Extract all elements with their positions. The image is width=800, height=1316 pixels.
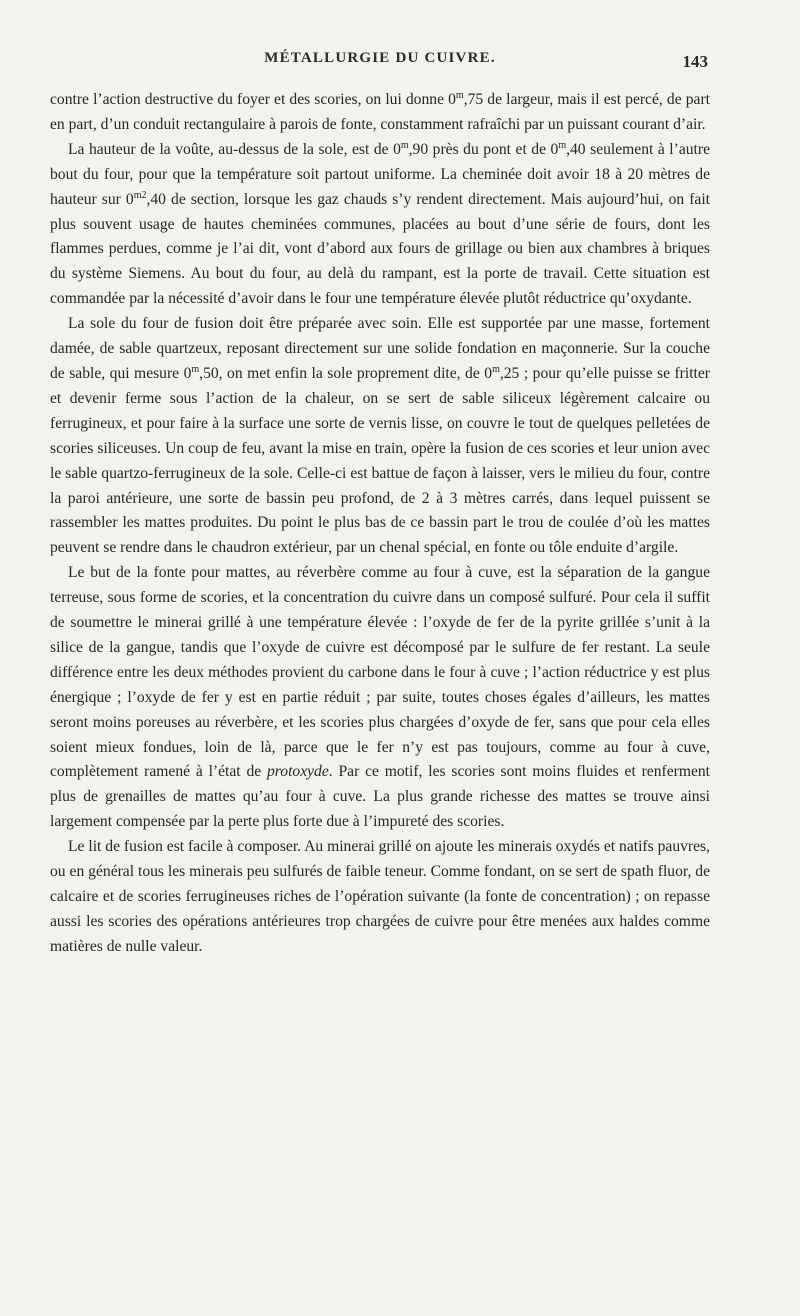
text-run: ,40 seulement à l’autre bout du four, pour que la température soit partout uniforme. La cheminée doit avoir 18 à 20 mètres de hauteur sur 0	[50, 140, 710, 208]
paragraph-5	[50, 835, 710, 960]
unit-superscript: m	[400, 139, 409, 151]
text-run: La sole du four de fusion doit être préparée avec soin. Elle est supportée par une masse, fortement damée, de sable quartzeux, reposant directement sur une solide fondation en maçonnerie. Sur la couche de sable, qui mesure 0	[50, 315, 710, 382]
text-run: ,50, on met enfin la sole proprement dite, de 0	[199, 364, 493, 382]
text-run: ,25 ; pour qu’elle puisse se fritter et devenir ferme sous l’action de la chaleur, on se sert de sable siliceux légèrement calcaire ou ferrugineux, et pour faire à la surface une sorte de vernis lisse, on couvre le tout de quelques pelletées de scories siliceuses. Un coup de feu, avant la mise en train, opère la fusion de ces scories et leur union avec le sable quartzo-ferrugineux de la sole. Celle-ci est battue de façon à laisser, vers le milieu du four, contre la paroi antérieure, une sorte de bassin peu profond, de 2 à 3 mètres carrés, dans lequel puissent se rassembler les mattes produites. Du point le plus bas de ce bassin part le trou de coulée d’où les mattes peuvent se rendre dans le chaudron extérieur, par un chenal spécial, en fonte ou tôle enduite d’argile.	[50, 364, 710, 557]
unit-superscript: m	[558, 139, 567, 151]
running-title: MÉTALLURGIE DU CUIVRE.	[264, 50, 496, 66]
text-run: ,40 de section, lorsque les gaz chauds s’y rendent directement. Mais aujourd’hui, on fait plus souvent usage de hautes cheminées communes, placées au bout d’une série de fours, dont les flammes perdues, comme je l’ai dit, vont d’abord aux fours de grillage ou bien aux chambres à briques du système Siemens. Au bout du four, au delà du rampant, est la porte de travail. Cette situation est commandée par la nécessité d’avoir dans le four une température élevée plutôt réductrice qu’oxydante.	[50, 190, 710, 308]
body-text	[50, 88, 710, 960]
unit-superscript: m	[191, 363, 200, 375]
text-run: Le but de la fonte pour mattes, au réverbère comme au four à cuve, est la séparation de la gangue terreuse, sous forme de scories, et la concentration du cuivre dans un composé sulfuré. Pour cela il suffit de soumettre le minerai grillé à une température élevée : l’oxyde de fer de la pyrite grillée s’unit à la silice de la gangue, tandis que l’oxyde de cuivre est décomposé par le sulfure de fer restant. La seule différence entre les deux méthodes provient du carbone dans le four à cuve ; l’action réductrice y est plus énergique ; l’oxyde de fer y est en partie réduit ; par suite, toutes choses égales d’ailleurs, les mattes seront moins poreuses au réverbère, et les scories plus chargées d’oxyde de fer, sans que pour cela elles soient mieux fondues, loin de là, parce que le fer n’y est pas toujours, comme au four à cuve, complètement ramené à l’état de	[50, 564, 710, 781]
unit-superscript: m	[455, 90, 464, 101]
text-run: ,90 près du pont et de 0	[408, 140, 559, 158]
unit-superscript: m2	[133, 189, 147, 201]
text-run: ,75 de largeur, mais il est percé, de part en part, d’un conduit rectangulaire à parois de fonte, constamment rafraîchi par un puissant courant d’air.	[50, 91, 710, 133]
unit-superscript: m	[492, 363, 500, 375]
page-number: 143	[682, 52, 708, 71]
paragraph-2	[50, 138, 710, 312]
text-run: contre l’action destructive du foyer et des scories, on lui donne 0	[50, 91, 456, 108]
text-run: . Par ce motif, les scories sont moins fluides et renferment plus de grenailles de mattes qu’au four à cuve. La plus grande richesse des mattes se trouve ainsi largement compensée par la perte plus forte due à l’impureté des scories.	[50, 763, 710, 831]
page-header	[60, 50, 708, 74]
emphasis-text: protoxyde	[266, 763, 329, 781]
text-run: La hauteur de la voûte, au-dessus de la sole, est de 0	[68, 140, 401, 158]
paragraph-1	[50, 88, 710, 138]
paragraph-4	[50, 561, 710, 835]
text-run: Le lit de fusion est facile à composer. Au minerai grillé on ajoute les minerais oxydés et natifs pauvres, ou en général tous les minerais peu sulfurés de faible teneur. Comme fondant, on se sert de spath fluor, de calcaire et de scories ferrugineuses riches de l’opération suivante (la fonte de concentration) ; on repasse aussi les scories des opérations antérieures trop chargées de cuivre pour être menées aux haldes comme matières de nulle valeur.	[50, 838, 710, 955]
paragraph-3	[50, 312, 710, 561]
